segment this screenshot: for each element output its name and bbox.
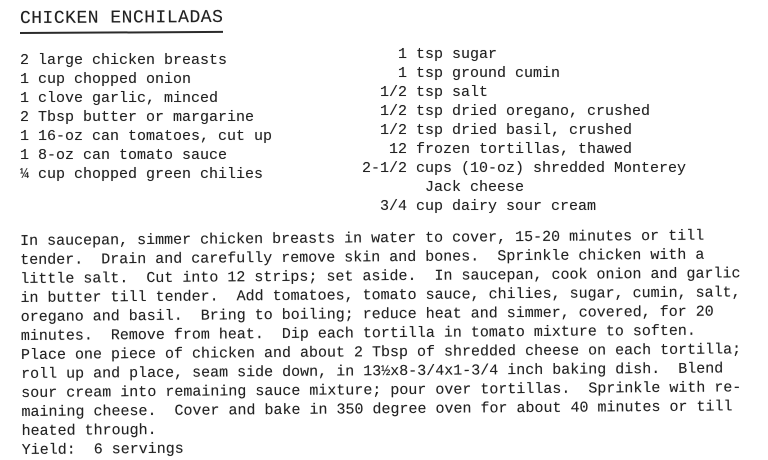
ingredient-line: 1 tsp ground cumin — [362, 65, 561, 82]
instruction-line: Place one piece of chicken and about 2 Tbsp of shredded cheese on each tortilla; — [20, 341, 742, 364]
instruction-line: heated through. — [21, 421, 157, 440]
ingredient-list-right — [362, 45, 686, 216]
ingredient-line: 2 Tbsp butter or margarine — [20, 109, 255, 126]
ingredient-line: 1/2 tsp salt — [362, 84, 489, 101]
ingredient-line: 1/2 tsp dried oregano, crushed — [362, 103, 651, 120]
instruction-line: sour cream into remaining sauce mixture; pour over tortillas. Sprinkle with re- — [21, 379, 742, 402]
instruction-line: in butter till tender. Add tomatoes, tomato sauce, chilies, sugar, cumin, salt, — [20, 284, 741, 307]
ingredient-line: 1 8-oz can tomato sauce — [20, 147, 228, 164]
instructions-paragraph — [20, 226, 742, 460]
ingredient-line: ¼ cup chopped green chilies — [20, 166, 264, 183]
ingredient-line: 2-1/2 cups (10-oz) shredded Monterey — [362, 160, 687, 177]
ingredient-line: 3/4 cup dairy sour cream — [362, 198, 597, 215]
instruction-line: minutes. Remove from heat. Dip each tortilla in tomato mixture to soften. — [20, 322, 696, 345]
instruction-line: maining cheese. Cover and bake in 350 degree oven for about 40 minutes or till — [21, 398, 733, 421]
instruction-line: little salt. Cut into 12 strips; set aside. In saucepan, cook onion and garlic — [20, 265, 741, 288]
ingredient-line: 1 cup chopped onion — [20, 71, 192, 88]
instruction-line: roll up and place, seam side down, in 13½x8-3/4x1-3/4 inch baking dish. Blend — [21, 360, 724, 383]
ingredient-line: 1 16-oz can tomatoes, cut up — [20, 128, 273, 145]
ingredient-line: 1 clove garlic, minced — [20, 90, 219, 107]
ingredient-line: 1 tsp sugar — [362, 46, 498, 63]
instruction-line: tender. Drain and carefully remove skin and bones. Sprinkle chicken with a — [20, 246, 705, 269]
instruction-line: oregano and basil. Bring to boiling; reduce heat and simmer, covered, for 20 — [20, 303, 714, 326]
instruction-line: In saucepan, simmer chicken breasts in water to cover, 15-20 minutes or till — [20, 227, 705, 250]
ingredient-line: 1/2 tsp dried basil, crushed — [362, 122, 633, 139]
yield-line: Yield: 6 servings — [21, 440, 184, 459]
ingredient-list-left — [20, 51, 272, 184]
ingredient-line: 2 large chicken breasts — [20, 52, 228, 69]
recipe-title: CHICKEN ENCHILADAS — [20, 7, 224, 34]
ingredient-line: Jack cheese — [362, 179, 525, 196]
ingredient-line: 12 frozen tortillas, thawed — [362, 141, 633, 158]
